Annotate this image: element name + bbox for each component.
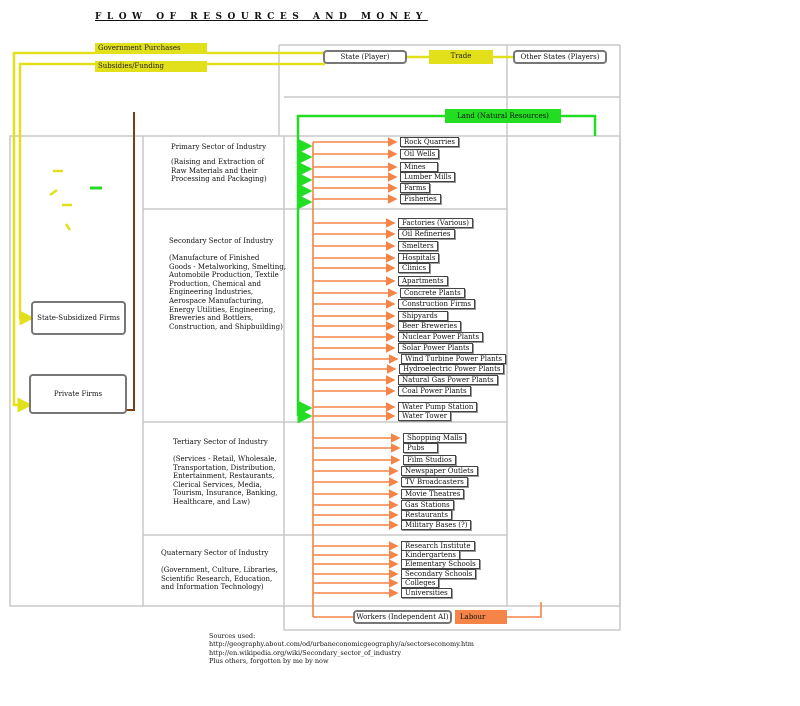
industry-node: Shopping Malls xyxy=(403,433,466,443)
industry-node: Shipyards xyxy=(398,311,448,321)
industry-node: Oil Wells xyxy=(400,149,439,159)
industry-node: TV Broadcasters xyxy=(401,477,468,487)
sector-tertiary-title: Tertiary Sector of Industry xyxy=(173,438,268,446)
subsidies-funding-label: Subsidies/Funding xyxy=(95,61,207,72)
industry-node: Construction Firms xyxy=(398,299,475,309)
other-states-box: Other States (Players) xyxy=(513,50,607,64)
sector-tertiary-description: (Services - Retail, Wholesale, Transportation, Distribution, Entertainment, Restaurants, Clerical Services, Media, Tourism, Insurance, Banking, Healthcare, and Law) xyxy=(173,455,278,506)
industry-node: Concrete Plants xyxy=(400,288,465,298)
trade-label: Trade xyxy=(429,50,493,64)
industry-node: Colleges xyxy=(401,578,439,588)
industry-node: Oil Refineries xyxy=(398,229,455,239)
industry-node: Clinics xyxy=(398,263,430,273)
industry-node: Elementary Schools xyxy=(401,559,480,569)
industry-node: Apartments xyxy=(398,276,448,286)
industry-node: Newspaper Outlets xyxy=(401,466,478,476)
industry-node: Water Pump Station xyxy=(398,402,477,412)
sector-primary-title: Primary Sector of Industry xyxy=(171,143,267,151)
industry-node: Beer Breweries xyxy=(398,321,461,331)
industry-node: Farms xyxy=(400,183,430,193)
state-subsidized-firms-box: State-Subsidized Firms xyxy=(31,301,126,335)
source-line: http://en.wikipedia.org/wiki/Secondary_sector_of_industry xyxy=(209,648,402,657)
industry-node: Kindergartens xyxy=(401,550,460,560)
industry-node: Hospitals xyxy=(398,253,439,263)
sector-secondary-title: Secondary Sector of Industry xyxy=(169,237,274,245)
industry-node: Coal Power Plants xyxy=(398,386,471,396)
industry-node: Fisheries xyxy=(400,194,441,204)
source-line: Plus others, forgotten by me by now xyxy=(209,657,329,666)
industry-node: Wind Turbine Power Plants xyxy=(401,354,506,364)
industry-node: Restaurants xyxy=(401,510,452,520)
industry-node: Solar Power Plants xyxy=(398,343,473,353)
industry-node: Movie Theatres xyxy=(401,489,464,499)
industry-node: Natural Gas Power Plants xyxy=(398,375,498,385)
government-purchases-label: Government Purchases xyxy=(95,43,207,54)
source-line: http://geography.about.com/od/urbaneconomicgeography/a/sectorseconomy.htm xyxy=(209,640,474,649)
sources-heading: Sources used: xyxy=(209,632,256,640)
industry-node: Film Studios xyxy=(403,455,456,465)
land-natural-resources-label: Land (Natural Resources) xyxy=(445,109,561,123)
industry-node: Research Institute xyxy=(401,541,475,551)
industry-node: Factories (Various) xyxy=(398,218,473,228)
page-title: FLOW OF RESOURCES AND MONEY xyxy=(95,12,428,22)
workers-box: Workers (Independent AI) xyxy=(353,610,452,624)
state-player-box: State (Player) xyxy=(323,50,407,64)
industry-node: Rock Quarries xyxy=(400,137,459,147)
sector-secondary-description: (Manufacture of Finished Goods - Metalworking, Smelting, Automobile Production, Textile Production, Chemical and Engineering Industries, Aerospace Manufacturing, Energy Utilities, Engineering, Breweries and Bottlers, Construction, and Shipbuilding) xyxy=(169,254,286,331)
industry-node: Universities xyxy=(401,588,452,598)
sector-quaternary-description: (Government, Culture, Libraries, Scientific Research, Education, and Information Technology) xyxy=(161,566,278,592)
industry-node: Water Tower xyxy=(398,411,451,421)
industry-node: Pubs xyxy=(403,443,438,453)
industry-node: Smelters xyxy=(398,241,438,251)
industry-node: Hydroelectric Power Plants xyxy=(399,364,504,374)
industry-node: Mines xyxy=(400,162,438,172)
sector-primary-description: (Raising and Extraction of Raw Materials and their Processing and Packaging) xyxy=(171,158,267,184)
industry-node: Secondary Schools xyxy=(401,569,476,579)
private-firms-trunk xyxy=(126,112,134,410)
industry-node: Nuclear Power Plants xyxy=(398,332,483,342)
private-firms-box: Private Firms xyxy=(29,374,127,414)
sources-block xyxy=(209,632,474,666)
industry-node: Lumber Mills xyxy=(400,172,455,182)
labour-label: Labour xyxy=(455,610,507,624)
industry-node: Gas Stations xyxy=(401,500,454,510)
industry-node: Military Bases (?) xyxy=(401,520,471,530)
sector-quaternary-title: Quaternary Sector of Industry xyxy=(161,549,269,557)
